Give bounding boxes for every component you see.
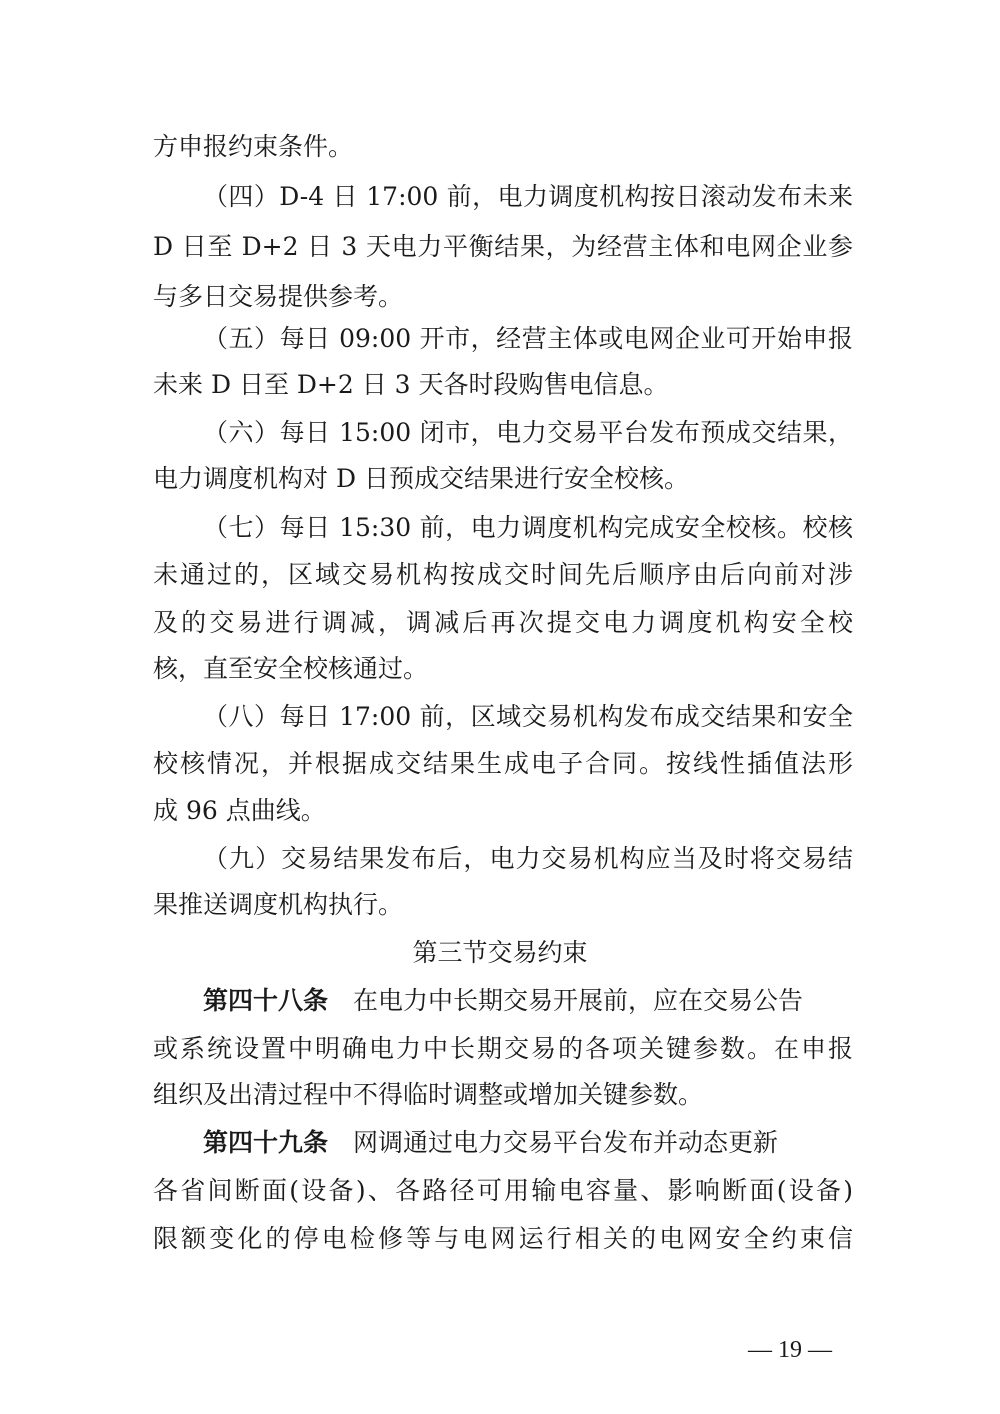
paragraph-line: 果推送调度机构执行。	[153, 890, 404, 919]
article-49-text: 网调通过电力交易平台发布并动态更新	[353, 1128, 779, 1157]
paragraph-line: 未通过的，区域交易机构按成交时间先后顺序由后向前对涉	[153, 560, 853, 589]
paragraph-line: 核，直至安全校核通过。	[153, 654, 429, 683]
paragraph-line: （七）每日 15:30 前，电力调度机构完成安全校核。校核	[203, 513, 853, 542]
paragraph-line: （八）每日 17:00 前，区域交易机构发布成交结果和安全	[203, 702, 853, 731]
paragraph-line: 限额变化的停电检修等与电网运行相关的电网安全约束信	[153, 1224, 853, 1253]
article-48-title: 第四十八条	[203, 986, 329, 1015]
paragraph-line: 方申报约束条件。	[153, 132, 354, 161]
paragraph-line: 及的交易进行调减，调减后再次提交电力调度机构安全校	[153, 608, 853, 637]
paragraph-line: 未来 D 日至 D+2 日 3 天各时段购售电信息。	[153, 370, 669, 399]
article-49-first-line	[203, 1126, 853, 1160]
paragraph-line: 校核情况，并根据成交结果生成电子合同。按线性插值法形	[153, 749, 853, 778]
paragraph-line: 与多日交易提供参考。	[153, 282, 404, 311]
paragraph-line: 成 96 点曲线。	[153, 796, 326, 825]
article-49-title: 第四十九条	[203, 1128, 329, 1157]
paragraph-line: 组织及出清过程中不得临时调整或增加关键参数。	[153, 1080, 704, 1109]
paragraph-line: 电力调度机构对 D 日预成交结果进行安全校核。	[153, 464, 689, 493]
article-48-first-line	[203, 984, 853, 1018]
paragraph-line: （六）每日 15:00 闭市，电力交易平台发布预成交结果，	[203, 418, 853, 447]
article-48-text: 在电力中长期交易开展前，应在交易公告	[353, 986, 804, 1015]
paragraph-line: （四）D-4 日 17:00 前，电力调度机构按日滚动发布未来	[203, 182, 853, 211]
section-heading: 第三节交易约束	[412, 938, 588, 967]
page-number: — 19 —	[748, 1337, 832, 1363]
paragraph-line: （九）交易结果发布后，电力交易机构应当及时将交易结	[203, 844, 853, 873]
paragraph-line: D 日至 D+2 日 3 天电力平衡结果，为经营主体和电网企业参	[153, 232, 853, 261]
paragraph-line: （五）每日 09:00 开市，经营主体或电网企业可开始申报	[203, 324, 853, 353]
paragraph-line: 各省间断面(设备)、各路径可用输电容量、影响断面(设备)	[153, 1176, 853, 1205]
paragraph-line: 或系统设置中明确电力中长期交易的各项关键参数。在申报	[153, 1034, 853, 1063]
